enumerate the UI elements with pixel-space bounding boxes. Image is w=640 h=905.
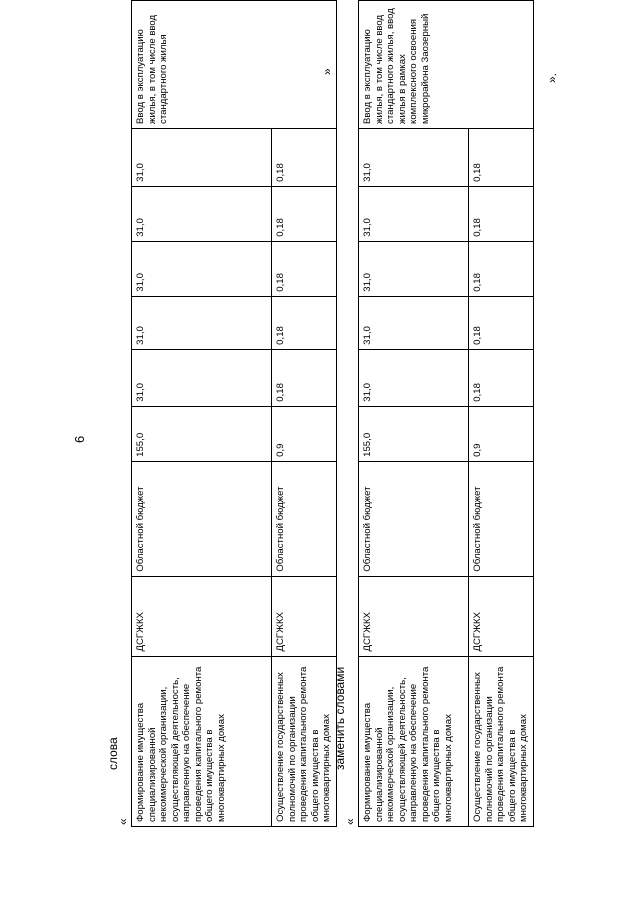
- table-cell: 0,18: [272, 241, 337, 296]
- table-cell: Ввод в эксплуатацию жилья, в том числе ввод стандартного жилья: [132, 1, 337, 129]
- table-cell: 31,0: [359, 241, 469, 296]
- table-cell: Областной бюджет: [132, 461, 272, 576]
- table-row: [359, 1, 469, 827]
- table-cell: 155,0: [359, 406, 469, 461]
- table-cell: 31,0: [359, 186, 469, 241]
- table-cell: ДСГЖКХ: [469, 576, 534, 656]
- open-quote-2: «: [343, 818, 357, 825]
- table-cell: 31,0: [132, 296, 272, 349]
- table-cell: 0,18: [469, 241, 534, 296]
- table-cell: 31,0: [132, 128, 272, 186]
- table-row: [132, 1, 272, 827]
- table-cell: 0,18: [272, 186, 337, 241]
- table-cell: 0,18: [469, 186, 534, 241]
- open-quote-1: «: [116, 818, 130, 825]
- table-cell: Областной бюджет: [469, 461, 534, 576]
- table-cell: 0,18: [272, 296, 337, 349]
- close-quote-1: »: [320, 68, 334, 75]
- table-cell: 0,18: [469, 128, 534, 186]
- table-cell: Формирование имущества специализированной некоммерческой организации, осуществляющей деятельность, направленную на обеспечение проведения капитального ремонта общего имущества в многоквартирных домах: [132, 656, 272, 826]
- table-cell: 31,0: [132, 349, 272, 406]
- label-after: заменить словами: [333, 666, 347, 770]
- table-cell: Осуществление государственных полномочий по организации проведения капитального ремонта общего имущества в многоквартирных домах: [272, 656, 337, 826]
- table-after: [358, 0, 534, 827]
- table-cell: 0,18: [469, 296, 534, 349]
- label-before: слова: [106, 737, 120, 770]
- table-cell: 31,0: [359, 349, 469, 406]
- table-cell: Ввод в эксплуатацию жилья, в том числе ввод стандартного жилья, ввод жилья в рамках комплексного освоения микрорайона Заозерный: [359, 1, 534, 129]
- page-number: 6: [72, 435, 87, 443]
- table-cell: Областной бюджет: [272, 461, 337, 576]
- table-cell: Формирование имущества специализированной некоммерческой организации, осуществляющей деятельность, направленную на обеспечение проведения капитального ремонта общего имущества в многоквартирных домах: [359, 656, 469, 826]
- table-cell: 31,0: [359, 128, 469, 186]
- table-cell: 0,18: [272, 128, 337, 186]
- table-cell: 31,0: [132, 241, 272, 296]
- table-cell: ДСГЖКХ: [359, 576, 469, 656]
- table-cell: 0,18: [272, 349, 337, 406]
- table-cell: Областной бюджет: [359, 461, 469, 576]
- table-cell: 0,18: [469, 349, 534, 406]
- table-cell: 0,9: [469, 406, 534, 461]
- table-cell: ДСГЖКХ: [272, 576, 337, 656]
- table-cell: 155,0: [132, 406, 272, 461]
- close-quote-2: ».: [545, 72, 559, 83]
- table-cell: 31,0: [132, 186, 272, 241]
- table-before: [131, 0, 337, 827]
- table-cell: Осуществление государственных полномочий по организации проведения капитального ремонта общего имущества в многоквартирных домах: [469, 656, 534, 826]
- table-cell: 0,9: [272, 406, 337, 461]
- table-cell: 31,0: [359, 296, 469, 349]
- table-cell: ДСГЖКХ: [132, 576, 272, 656]
